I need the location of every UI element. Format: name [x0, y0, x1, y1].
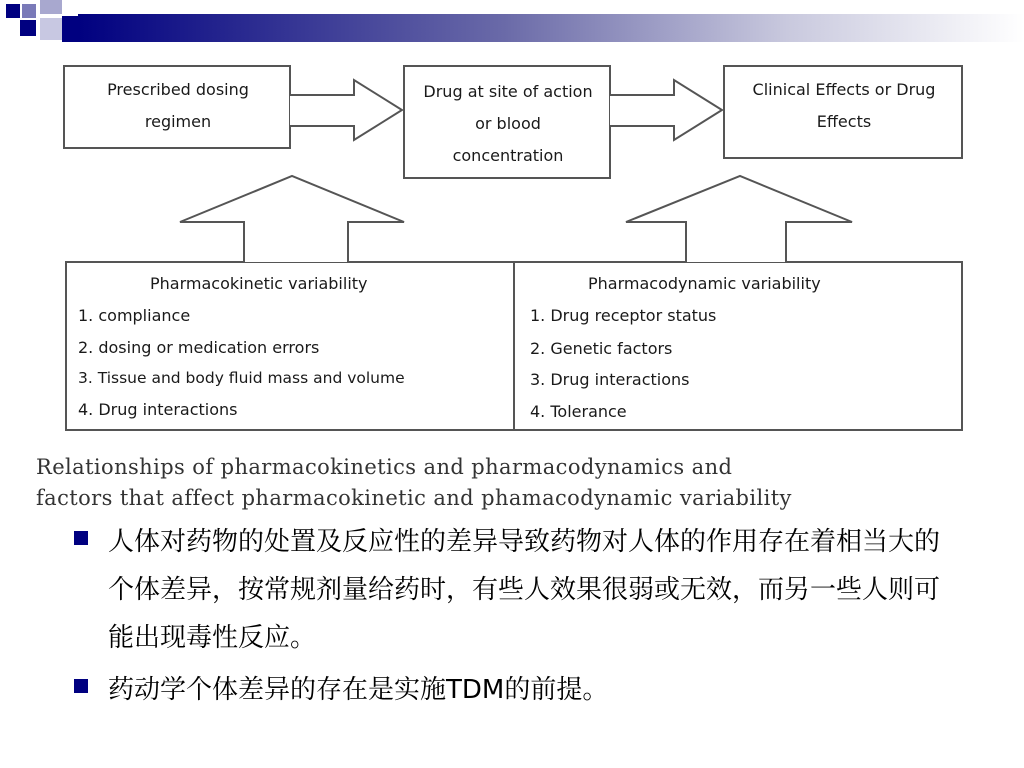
effects-box-label: Clinical Effects or Drug Effects: [752, 80, 936, 131]
figure-caption: [36, 452, 996, 514]
pk-item: 2. dosing or medication errors: [78, 338, 320, 357]
pd-item: 1. Drug receptor status: [530, 306, 717, 325]
arrow-pd-up: [626, 176, 852, 262]
bullet-text: 人体对药物的处置及反应性的差异导致药物对人体的作用存在着相当大的个体差异，按常规剂量给药时，有些人效果很弱或无效，而另一些人则可能出现毒性反应。: [108, 527, 941, 653]
pk-item: 1. compliance: [78, 306, 191, 325]
caption-line: factors that affect pharmacokinetic and phamacodynamic variability: [36, 486, 792, 510]
pd-item: 2. Genetic factors: [530, 339, 673, 358]
caption-line: Relationships of pharmacokinetics and pharmacodynamics and: [36, 455, 733, 479]
pd-item: 3. Drug interactions: [530, 370, 690, 389]
arrow-regimen-to-site: [290, 80, 402, 140]
bullet-item: [74, 666, 954, 714]
pk-panel-title: Pharmacokinetic variability: [150, 274, 368, 293]
arrow-site-to-effects: [610, 80, 722, 140]
drug-site-box-label: Drug at site of action or blood concentration: [423, 82, 593, 165]
arrow-pk-up: [180, 176, 404, 262]
square-bullet-icon: [74, 679, 88, 693]
pd-panel-title: Pharmacodynamic variability: [588, 274, 821, 293]
bullet-item: [74, 518, 954, 662]
pk-item: 4. Drug interactions: [78, 400, 238, 419]
bullet-text: 药动学个体差异的存在是实施TDM的前提。: [108, 675, 609, 705]
pd-item: 4. Tolerance: [530, 402, 627, 421]
bullet-list: [74, 518, 954, 718]
square-bullet-icon: [74, 531, 88, 545]
pk-item: 3. Tissue and body fluid mass and volume: [78, 369, 405, 387]
regimen-box-label: Prescribed dosing regimen: [107, 80, 249, 131]
